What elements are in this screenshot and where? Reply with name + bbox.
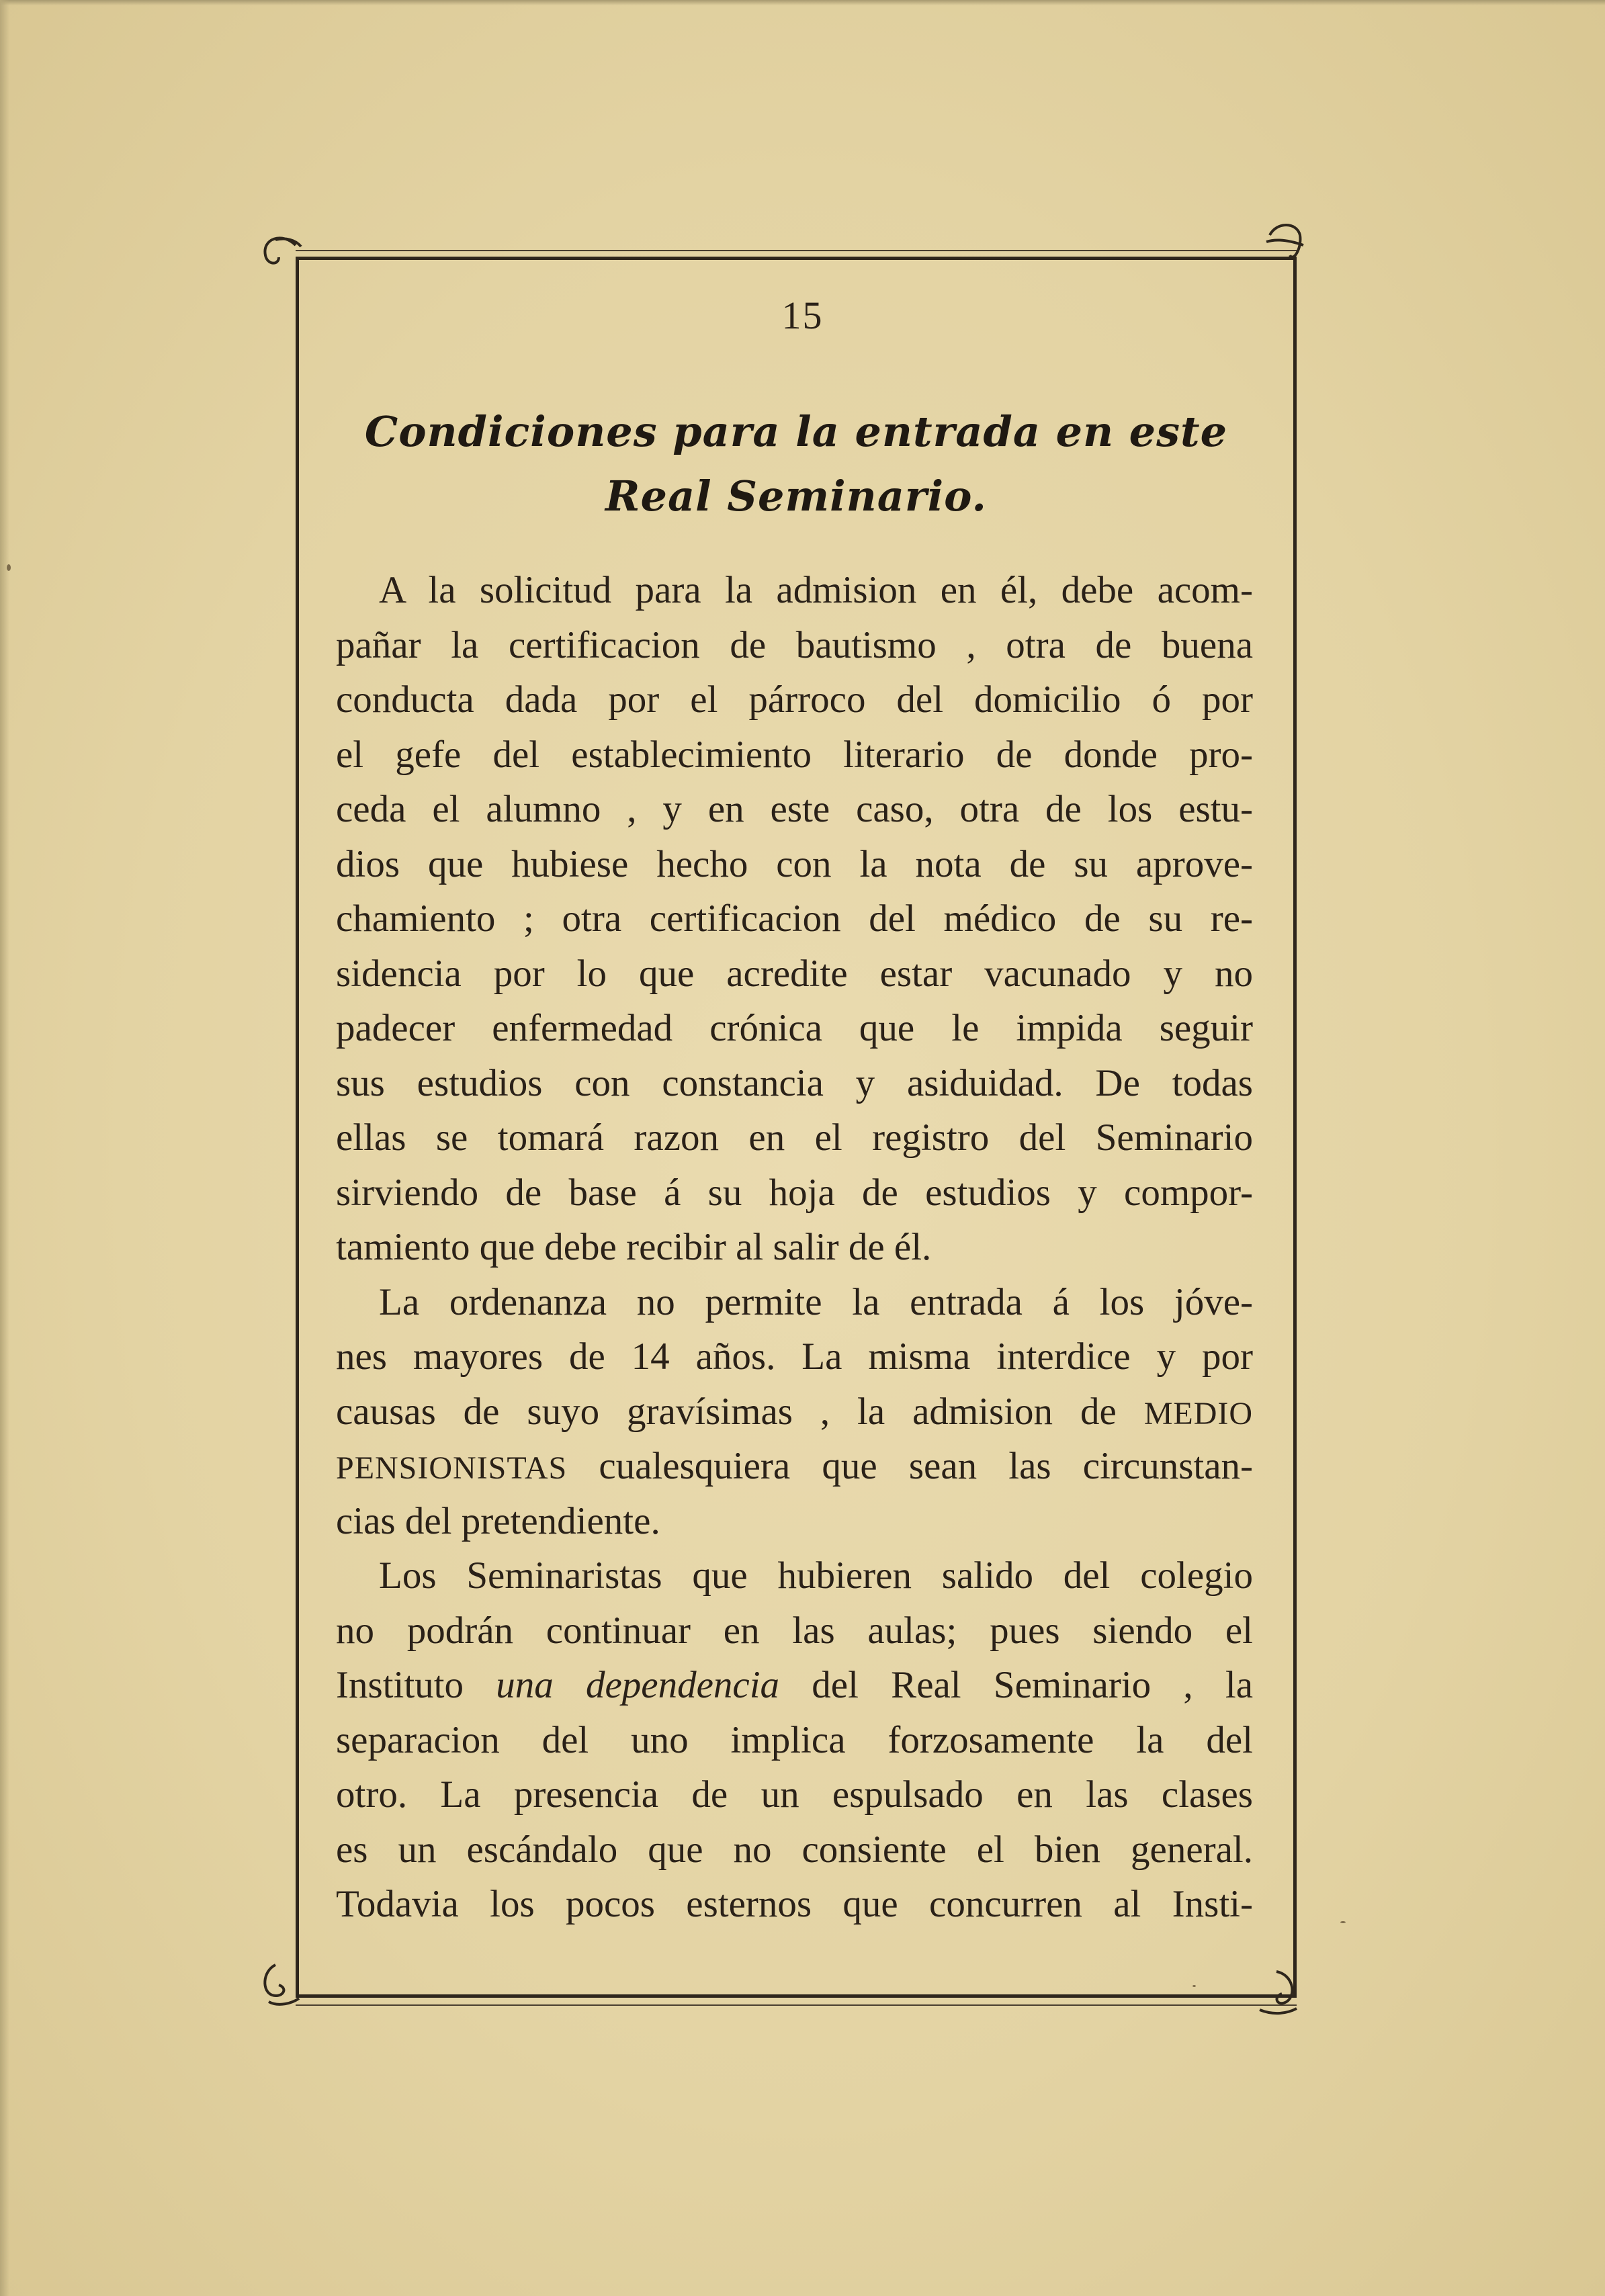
text-line: cias del pretendiente. [336,1499,660,1542]
paper-speck [1340,1921,1346,1923]
text-line: es un escándalo que no consiente el bien general. [336,1828,1253,1871]
page-left-edge [0,0,9,2296]
text-line: tamiento que debe recibir al salir de él. [336,1226,932,1268]
text-line: padecer enfermedad crónica que le impida seguir [336,1007,1253,1049]
text-line: dios que hubiese hecho con la nota de su aprove- [336,842,1253,885]
text-line: no podrán continuar en las aulas; pues siendo el [336,1609,1253,1652]
section-heading-line-2: Real Seminario. [605,472,987,521]
text-line: sus estudios con constancia y asiduidad. De todas [336,1061,1253,1104]
italic-run: una dependencia [496,1664,780,1706]
corner-ornament-bottom-left-icon [259,1961,306,2008]
text-line: La ordenanza no permite la entrada á los jóve- [379,1280,1253,1323]
corner-ornament-bottom-right-icon [1256,1968,1303,2015]
text-line: A la solicitud para la admision en él, debe acom- [379,569,1253,611]
page-number: 15 [781,294,824,337]
text-line: nes mayores de 14 años. La misma interdice y por [336,1335,1253,1378]
frame-rule-bottom [296,2004,1297,2006]
small-caps-run: PENSIONISTAS [336,1450,568,1486]
text-run: Instituto [336,1664,464,1706]
section-heading-line-1: Condiciones para la entrada en este [364,407,1228,456]
text-run: cualesquiera que sean las circunstan- [599,1445,1253,1487]
text-line: sidencia por lo que acredite estar vacunado y no [336,952,1253,995]
text-line: sirviendo de base á su hoja de estudios y compor- [336,1171,1253,1214]
text-line: ellas se tomará razon en el registro del Seminario [336,1116,1253,1159]
corner-ornament-top-right-icon [1263,215,1310,262]
text-run: causas de suyo gravísimas , la admision de [336,1390,1117,1433]
text-line: Los Seminaristas que hubieren salido del colegio [379,1554,1253,1597]
text-line [336,1384,1253,1440]
body-text [336,563,1253,1932]
text-line: el gefe del establecimiento literario de donde pro- [336,733,1253,776]
paper-speck [1192,1985,1196,1987]
frame-rule-top [296,250,1297,251]
text-line: chamiento ; otra certificacion del médico de su re- [336,897,1253,940]
paper-speck [7,564,11,571]
corner-ornament-top-left-icon [255,232,302,279]
text-line: conducta dada por el párroco del domicilio ó por [336,678,1253,721]
page-top-edge [0,0,1605,5]
text-line [336,1439,1253,1494]
text-line: Todavia los pocos esternos que concurren al Insti- [336,1883,1253,1925]
text-line [336,1658,1253,1713]
text-run: del Real Seminario , la [812,1664,1254,1706]
text-line: ceda el alumno , y en este caso, otra de los estu- [336,788,1253,830]
text-line: otro. La presencia de un espulsado en las clases [336,1773,1253,1816]
small-caps-run: MEDIO [1143,1395,1254,1431]
text-line: pañar la certificacion de bautismo , otra de buena [336,623,1253,666]
text-line: separacion del uno implica forzosamente la del [336,1718,1253,1761]
